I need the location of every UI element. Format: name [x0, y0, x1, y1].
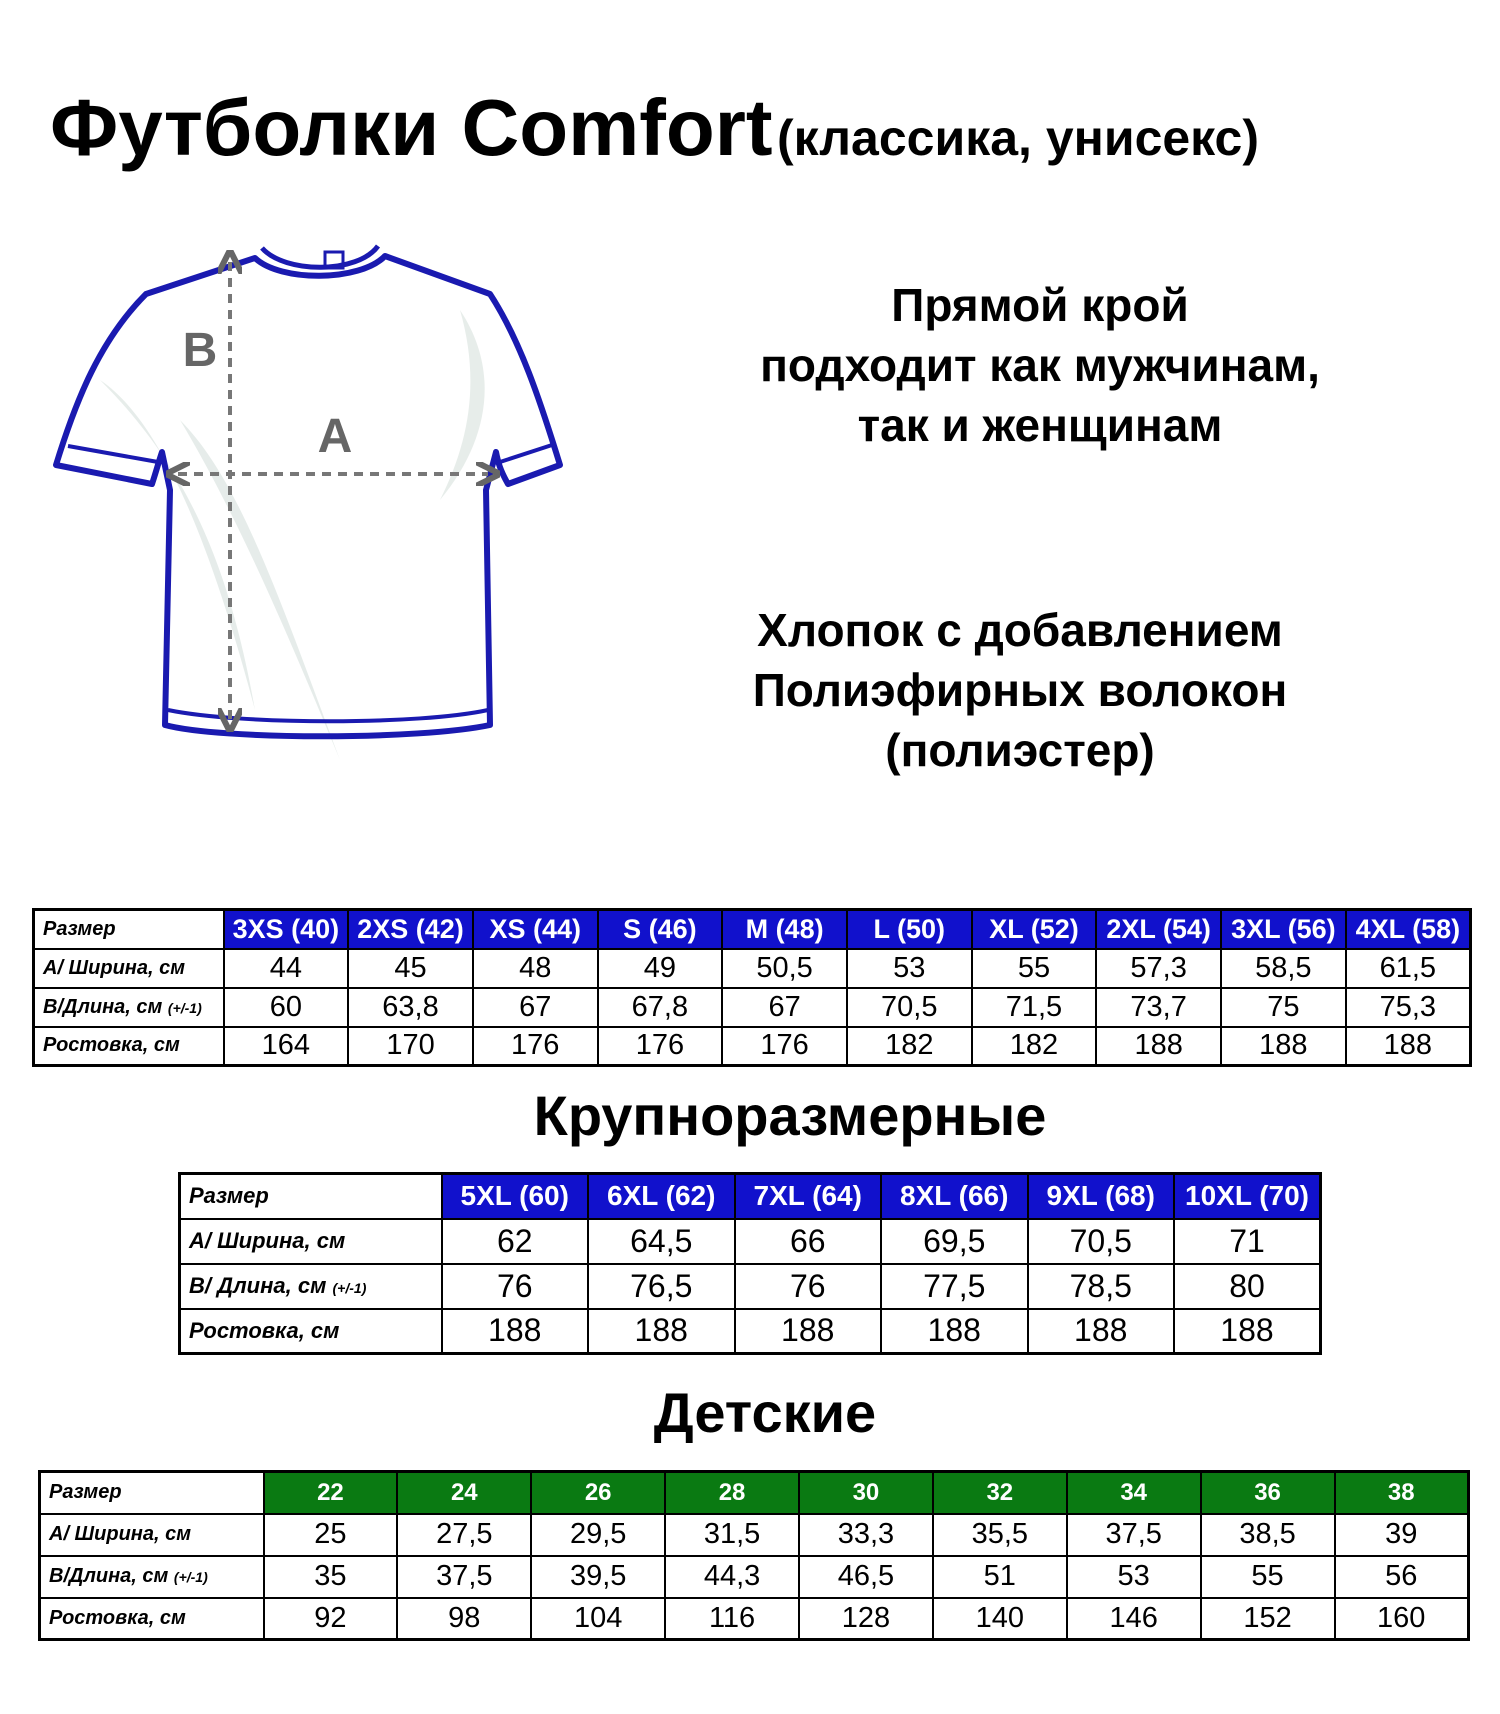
size-header-label: Размер	[34, 910, 224, 949]
measurement-cell: 57,3	[1096, 949, 1221, 988]
row-label-text: В/ Длина, см	[189, 1273, 327, 1298]
size-header-cell: M (48)	[722, 910, 847, 949]
size-header-cell: 5XL (60)	[442, 1174, 589, 1219]
measurement-cell: 176	[722, 1027, 847, 1066]
size-header-cell: L (50)	[847, 910, 972, 949]
measurement-row	[34, 988, 1471, 1027]
fit-description	[640, 275, 1440, 455]
row-label-text: А/ Ширина, см	[189, 1228, 346, 1253]
size-header-cell: 38	[1335, 1472, 1469, 1514]
measurement-cell: 48	[473, 949, 598, 988]
row-label-text: В/Длина, см	[49, 1565, 169, 1587]
measurement-cell: 188	[1096, 1027, 1221, 1066]
measurement-cell: 188	[442, 1309, 589, 1354]
size-header-cell: 24	[397, 1472, 531, 1514]
measurement-cell: 116	[665, 1598, 799, 1640]
measurement-cell: 50,5	[722, 949, 847, 988]
measurement-cell: 70,5	[847, 988, 972, 1027]
row-label	[34, 949, 224, 988]
size-header-cell: 7XL (64)	[735, 1174, 882, 1219]
row-label	[180, 1219, 442, 1264]
label-width-a: A	[317, 410, 353, 463]
row-label-text: Ростовка, см	[43, 1034, 180, 1057]
measurement-cell: 49	[598, 949, 723, 988]
size-header-cell: 2XL (54)	[1096, 910, 1221, 949]
measurement-cell: 98	[397, 1598, 531, 1640]
measurement-cell: 77,5	[881, 1264, 1028, 1309]
measurement-cell: 75	[1221, 988, 1346, 1027]
measurement-cell: 44	[224, 949, 349, 988]
size-header-cell: XS (44)	[473, 910, 598, 949]
measurement-cell: 67	[473, 988, 598, 1027]
row-label-text: Ростовка, см	[49, 1606, 186, 1629]
measurement-cell: 152	[1201, 1598, 1335, 1640]
measurement-cell: 44,3	[665, 1556, 799, 1598]
fit-line-1: Прямой крой	[891, 279, 1189, 331]
measurement-cell: 78,5	[1028, 1264, 1175, 1309]
measurement-cell: 182	[847, 1027, 972, 1066]
size-header-cell: 32	[933, 1472, 1067, 1514]
label-length-b: B	[182, 324, 218, 377]
measurement-cell: 188	[735, 1309, 882, 1354]
size-header-cell: 6XL (62)	[588, 1174, 735, 1219]
measurement-cell: 146	[1067, 1598, 1201, 1640]
size-header-label: Размер	[40, 1472, 264, 1514]
size-header-cell: 4XL (58)	[1346, 910, 1471, 949]
measurement-cell: 188	[588, 1309, 735, 1354]
tshirt-watermark	[100, 310, 485, 760]
row-label	[40, 1598, 264, 1640]
measurement-cell: 53	[1067, 1556, 1201, 1598]
measurement-cell: 160	[1335, 1598, 1469, 1640]
measurement-row	[180, 1219, 1321, 1264]
measurement-row	[34, 1027, 1471, 1066]
measurement-row	[180, 1264, 1321, 1309]
title-sub: (классика, унисекс)	[777, 110, 1260, 166]
measurement-cell: 182	[972, 1027, 1097, 1066]
measurement-cell: 73,7	[1096, 988, 1221, 1027]
measurement-cell: 29,5	[531, 1514, 665, 1556]
measurement-cell: 38,5	[1201, 1514, 1335, 1556]
material-line-3: (полиэстер)	[885, 724, 1155, 776]
measurement-cell: 188	[1221, 1027, 1346, 1066]
measurement-cell: 67,8	[598, 988, 723, 1027]
measurement-cell: 46,5	[799, 1556, 933, 1598]
measurement-cell: 60	[224, 988, 349, 1027]
measurement-cell: 56	[1335, 1556, 1469, 1598]
title-main: Футболки Comfort	[50, 83, 773, 172]
measurement-cell: 31,5	[665, 1514, 799, 1556]
size-header-cell: 26	[531, 1472, 665, 1514]
measurement-cell: 69,5	[881, 1219, 1028, 1264]
size-header-cell: 30	[799, 1472, 933, 1514]
measurement-cell: 80	[1174, 1264, 1321, 1309]
row-label	[40, 1556, 264, 1598]
kids-sizes-title: Детские	[653, 1381, 877, 1444]
measurement-cell: 128	[799, 1598, 933, 1640]
row-label-text: В/Длина, см	[43, 995, 163, 1018]
measurement-cell: 164	[224, 1027, 349, 1066]
size-header-row	[180, 1174, 1321, 1219]
row-label	[40, 1514, 264, 1556]
row-label-tolerance: (+/-1)	[167, 999, 202, 1016]
measurement-cell: 92	[264, 1598, 398, 1640]
row-label-text: А/ Ширина, см	[43, 956, 186, 979]
measurement-cell: 188	[881, 1309, 1028, 1354]
measurement-cell: 45	[348, 949, 473, 988]
measurement-cell: 37,5	[397, 1556, 531, 1598]
row-label	[34, 988, 224, 1027]
size-header-cell: 28	[665, 1472, 799, 1514]
large-size-table	[178, 1172, 1322, 1355]
kids-size-table	[38, 1470, 1470, 1641]
row-label	[180, 1309, 442, 1354]
measurement-cell: 33,3	[799, 1514, 933, 1556]
measurement-cell: 51	[933, 1556, 1067, 1598]
measurement-cell: 66	[735, 1219, 882, 1264]
measurement-cell: 76	[735, 1264, 882, 1309]
size-header-cell: 22	[264, 1472, 398, 1514]
measurement-cell: 75,3	[1346, 988, 1471, 1027]
measurement-cell: 63,8	[348, 988, 473, 1027]
measurement-cell: 76	[442, 1264, 589, 1309]
measurement-cell: 55	[1201, 1556, 1335, 1598]
adult-size-table	[32, 908, 1472, 1067]
size-header-cell: 10XL (70)	[1174, 1174, 1321, 1219]
measurement-cell: 25	[264, 1514, 398, 1556]
size-header-label: Размер	[180, 1174, 442, 1219]
page-title	[50, 82, 1259, 174]
tshirt-outline	[56, 246, 560, 736]
size-header-row	[40, 1472, 1469, 1514]
fit-line-2: подходит как мужчинам,	[760, 339, 1320, 391]
row-label-tolerance: (+/-1)	[332, 1280, 367, 1296]
measurement-cell: 76,5	[588, 1264, 735, 1309]
size-header-cell: 8XL (66)	[881, 1174, 1028, 1219]
row-label	[180, 1264, 442, 1309]
measurement-cell: 62	[442, 1219, 589, 1264]
measurement-row	[40, 1556, 1469, 1598]
size-header-cell: 9XL (68)	[1028, 1174, 1175, 1219]
measurement-cell: 35,5	[933, 1514, 1067, 1556]
measurement-cell: 176	[473, 1027, 598, 1066]
measurement-cell: 104	[531, 1598, 665, 1640]
measurement-row	[34, 949, 1471, 988]
measurement-cell: 67	[722, 988, 847, 1027]
large-sizes-title: Крупноразмерные	[533, 1084, 1047, 1147]
measurement-cell: 70,5	[1028, 1219, 1175, 1264]
measurement-cell: 53	[847, 949, 972, 988]
measurement-cell: 71	[1174, 1219, 1321, 1264]
size-header-cell: 3XS (40)	[224, 910, 349, 949]
row-label-tolerance: (+/-1)	[173, 1569, 208, 1585]
size-header-cell: S (46)	[598, 910, 723, 949]
tshirt-diagram	[40, 240, 630, 820]
row-label-text: Ростовка, см	[189, 1317, 340, 1343]
measurement-cell: 188	[1346, 1027, 1471, 1066]
measurement-cell: 39,5	[531, 1556, 665, 1598]
size-header-cell: 34	[1067, 1472, 1201, 1514]
size-header-cell: XL (52)	[972, 910, 1097, 949]
measurement-cell: 27,5	[397, 1514, 531, 1556]
measurement-row	[180, 1309, 1321, 1354]
measurement-cell: 176	[598, 1027, 723, 1066]
fit-line-3: так и женщинам	[857, 399, 1223, 451]
measurement-cell: 140	[933, 1598, 1067, 1640]
row-label	[34, 1027, 224, 1066]
size-header-cell: 36	[1201, 1472, 1335, 1514]
measurement-cell: 58,5	[1221, 949, 1346, 988]
row-label-text: А/ Ширина, см	[49, 1523, 192, 1545]
measurement-cell: 35	[264, 1556, 398, 1598]
measurement-cell: 55	[972, 949, 1097, 988]
measurement-cell: 188	[1028, 1309, 1175, 1354]
measurement-row	[40, 1598, 1469, 1640]
material-line-1: Хлопок с добавлением	[757, 604, 1283, 656]
material-description	[620, 600, 1420, 780]
measurement-cell: 188	[1174, 1309, 1321, 1354]
measurement-cell: 170	[348, 1027, 473, 1066]
measurement-cell: 39	[1335, 1514, 1469, 1556]
size-header-cell: 2XS (42)	[348, 910, 473, 949]
measurement-cell: 61,5	[1346, 949, 1471, 988]
measurement-row	[40, 1514, 1469, 1556]
material-line-2: Полиэфирных волокон	[752, 664, 1288, 716]
measurement-cell: 71,5	[972, 988, 1097, 1027]
size-header-row	[34, 910, 1471, 949]
size-header-cell: 3XL (56)	[1221, 910, 1346, 949]
measurement-cell: 37,5	[1067, 1514, 1201, 1556]
measurement-cell: 64,5	[588, 1219, 735, 1264]
